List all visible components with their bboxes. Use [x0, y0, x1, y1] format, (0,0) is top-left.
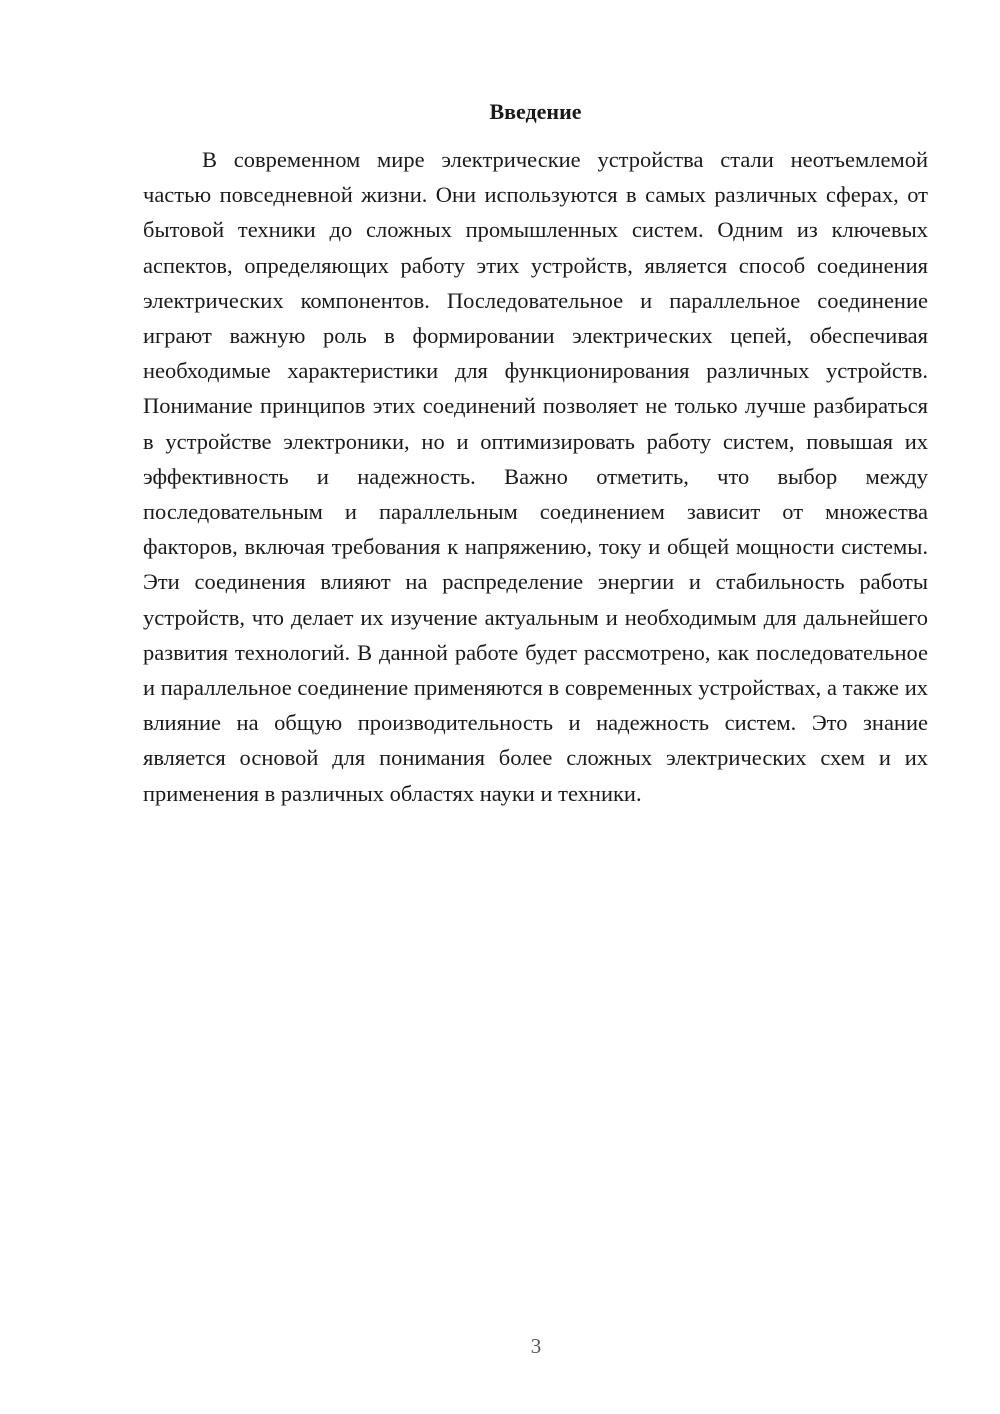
body-paragraph: В современном мире электрические устройства стали неотъемлемой частью повседневной жизни. Они используются в самых различных сферах, от бытовой техники до сложных промышленных систем. Одним из ключевых аспектов, определяющих работу этих устройств, является способ соединения электрических компонентов. Последовательное и параллельное соединение играют важную роль в формировании электрических цепей, обеспечивая необходимые характеристики для функционирования различных устройств. Понимание принципов этих соединений позволяет не только лучше разбираться в устройстве электроники, но и оптимизировать работу систем, повышая их эффективность и надежность. Важно отметить, что выбор между последовательным и параллельным соединением зависит от множества факторов, включая требования к напряжению, току и общей мощности системы. Эти соединения влияют на распределение энергии и стабильность работы устройств, что делает их изучение актуальным и необходимым для дальнейшего развития технологий. В данной работе будет рассмотрено, как последовательное и параллельное соединение применяются в современных устройствах, а также их влияние на общую производительность и надежность систем. Это знание является основой для понимания более сложных электрических схем и их применения в различных областях науки и техники. — [143, 147, 928, 806]
page-number: 3 — [530, 1334, 542, 1358]
section-heading: Введение — [489, 99, 582, 124]
